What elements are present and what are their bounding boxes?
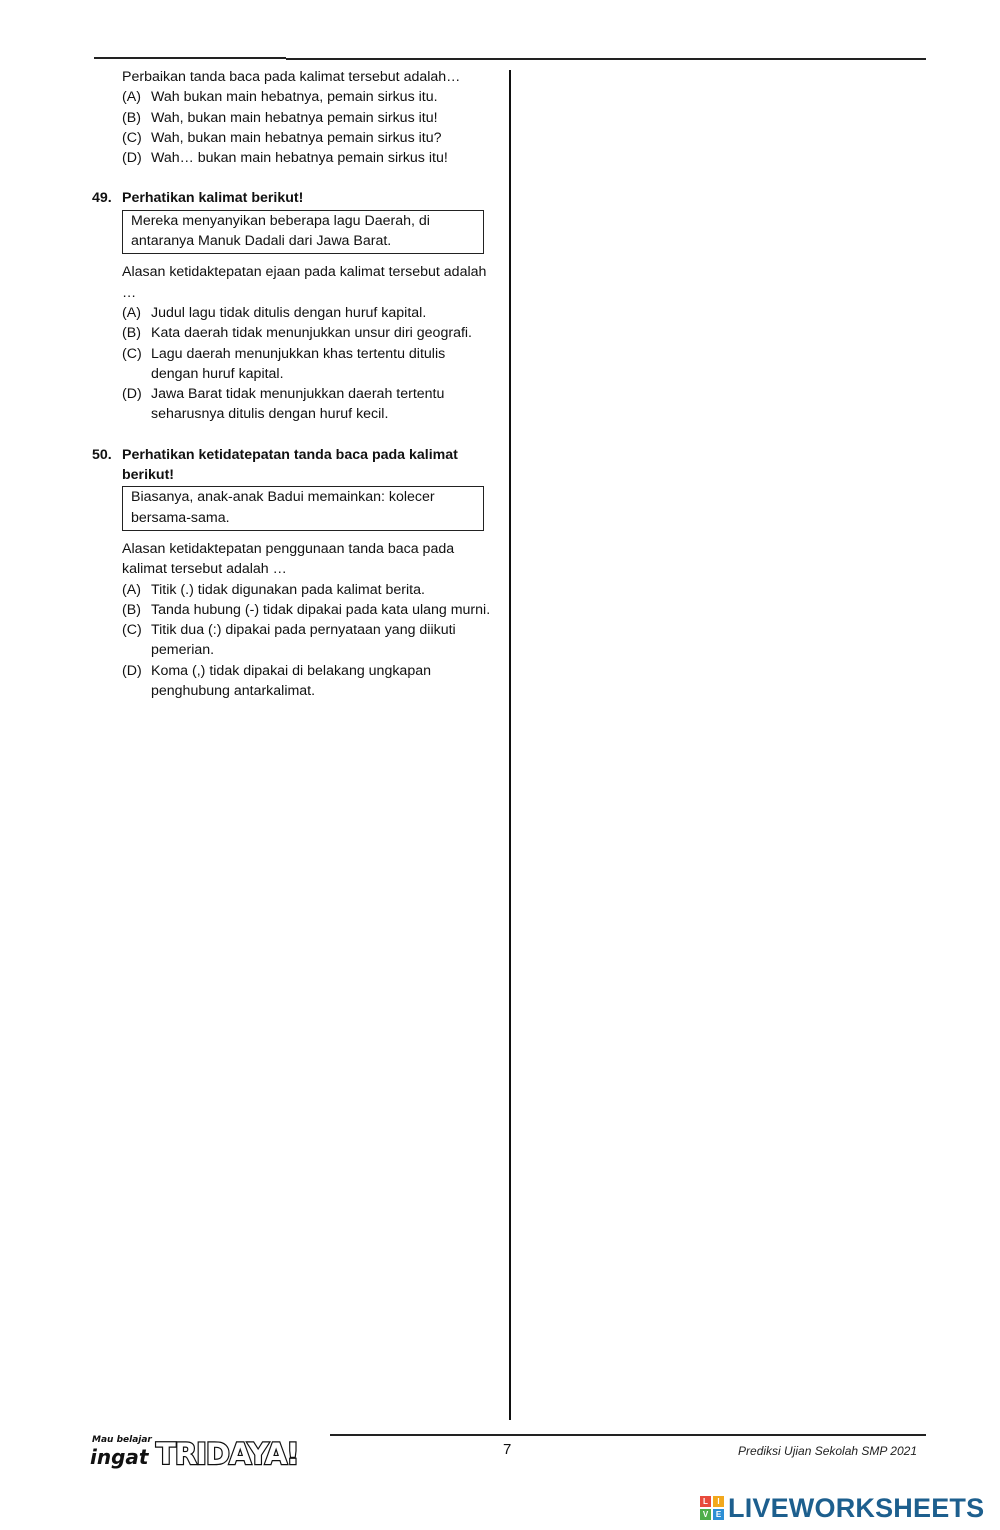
question-stem: Alasan ketidaktepatan ejaan pada kalimat tersebut adalah … [122, 264, 487, 301]
option-text: Kata daerah tidak menunjukkan unsur diri geografi. [151, 325, 472, 342]
question-title-text: Perhatikan kalimat berikut! [122, 190, 304, 207]
quoted-sentence-box: Biasanya, anak-anak Badui memainkan: kolecer bersama-sama. [122, 486, 484, 531]
option-c[interactable] [92, 128, 492, 148]
options-list [92, 580, 492, 702]
option-letter: (D) [122, 150, 142, 167]
question-50 [92, 445, 492, 702]
option-letter: (A) [122, 304, 141, 321]
option-b[interactable] [92, 108, 492, 128]
option-d[interactable] [92, 661, 492, 702]
option-text: Lagu daerah menunjukkan khas tertentu ditulis dengan huruf kapital. [151, 345, 446, 382]
option-letter: (C) [122, 622, 142, 639]
option-letter: (B) [122, 325, 141, 342]
options-list [92, 303, 492, 425]
question-number: 50. [92, 446, 112, 463]
option-text: Tanda hubung (-) tidak dipakai pada kata ulang murni. [151, 601, 491, 618]
option-text: Jawa Barat tidak menunjukkan daerah tertentu seharusnya ditulis dengan huruf kecil. [151, 386, 445, 423]
page-number: 7 [503, 1441, 512, 1458]
question-49 [92, 188, 492, 424]
option-a[interactable] [92, 303, 492, 323]
question-title [92, 445, 492, 486]
footer-title: Prediksi Ujian Sekolah SMP 2021 [738, 1444, 917, 1458]
header-rule-left [94, 57, 286, 59]
grid-letter: I [713, 1496, 724, 1507]
logo-main-text: TRIDAYA! [156, 1437, 299, 1471]
logo-ingat-text: ingat [90, 1445, 149, 1469]
option-letter: (C) [122, 129, 142, 146]
options-list [92, 87, 492, 168]
header-rule-right [286, 58, 926, 60]
option-letter: (B) [122, 601, 141, 618]
option-letter: (C) [122, 345, 142, 362]
option-text: Titik (.) tidak digunakan pada kalimat berita. [151, 581, 425, 598]
quoted-sentence-box: Mereka menyanyikan beberapa lagu Daerah, di antaranya Manuk Dadali dari Jawa Barat. [122, 210, 484, 255]
option-d[interactable] [92, 148, 492, 168]
tridaya-logo [90, 1428, 335, 1472]
option-letter: (D) [122, 662, 142, 679]
question-title [92, 188, 492, 208]
left-column [92, 67, 492, 701]
option-letter: (D) [122, 386, 142, 403]
grid-letter: E [713, 1509, 724, 1520]
option-text: Koma (,) tidak dipakai di belakang ungkapan penghubung antarkalimat. [151, 662, 431, 700]
question-number: 49. [92, 190, 112, 207]
question-stem: Alasan ketidaktepatan penggunaan tanda baca pada kalimat tersebut adalah … [122, 540, 455, 578]
grid-letter: L [700, 1496, 711, 1507]
option-letter: (B) [122, 109, 141, 126]
option-b[interactable] [92, 323, 492, 343]
option-a[interactable] [92, 580, 492, 600]
logo-small-text: Mau belajar [92, 1435, 152, 1445]
option-text: Wah, bukan main hebatnya pemain sirkus itu! [151, 109, 438, 126]
option-letter: (A) [122, 581, 141, 598]
question-title-text: Perhatikan ketidatepatan tanda baca pada kalimat berikut! [122, 446, 458, 484]
option-text: Judul lagu tidak ditulis dengan huruf kapital. [151, 304, 427, 321]
liveworksheets-text: LIVEWORKSHEETS [728, 1492, 985, 1523]
option-text: Wah, bukan main hebatnya pemain sirkus itu? [151, 129, 442, 146]
option-b[interactable] [92, 600, 492, 620]
column-divider [509, 70, 511, 1420]
footer-rule [330, 1434, 926, 1436]
option-d[interactable] [92, 384, 492, 425]
question-48-tail [92, 67, 492, 168]
option-text: Titik dua (:) dipakai pada pernyataan yang diikuti pemerian. [151, 622, 456, 659]
grid-letter: V [700, 1509, 711, 1520]
question-stem: Perbaikan tanda baca pada kalimat tersebut adalah… [122, 69, 461, 85]
option-text: Wah bukan main hebatnya, pemain sirkus itu. [151, 89, 438, 106]
option-a[interactable] [92, 87, 492, 107]
liveworksheets-watermark [700, 1494, 984, 1522]
option-letter: (A) [122, 89, 141, 106]
option-text: Wah… bukan main hebatnya pemain sirkus itu! [151, 150, 448, 167]
option-c[interactable] [92, 344, 492, 385]
option-c[interactable] [92, 620, 492, 661]
liveworksheets-grid-icon [700, 1496, 724, 1520]
